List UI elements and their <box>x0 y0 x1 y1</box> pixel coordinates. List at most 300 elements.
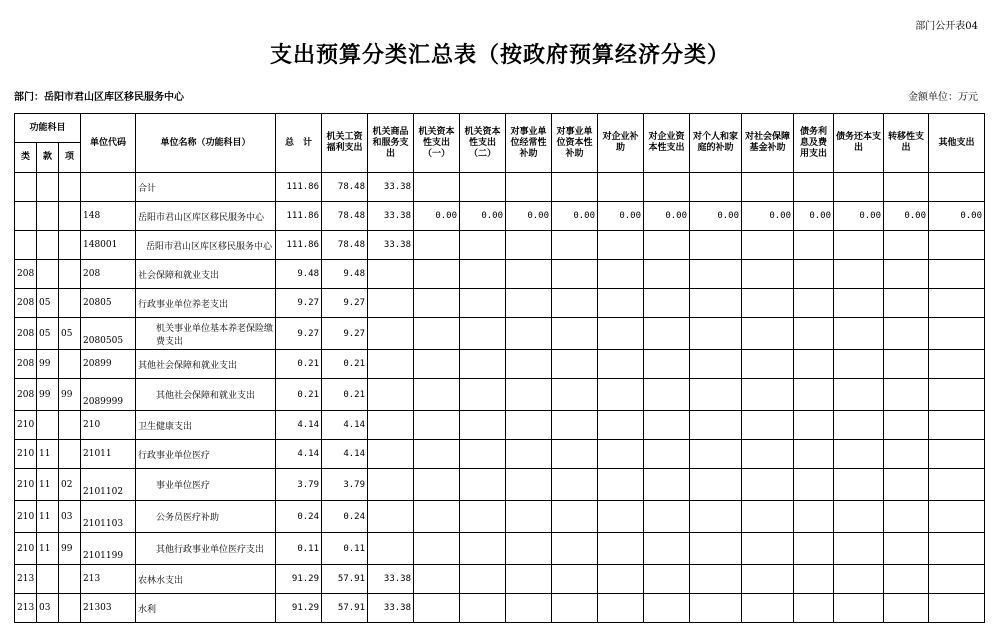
cell-amount <box>460 501 506 533</box>
amount-unit-label: 金额单位：万元 <box>908 92 978 103</box>
header-total: 总 计 <box>276 114 322 173</box>
header-econ: 对个人和家庭的补助 <box>690 114 742 173</box>
cell-amount <box>552 379 598 411</box>
cell-amount <box>834 594 884 623</box>
cell-amount <box>834 231 884 260</box>
cell-amount <box>690 411 742 440</box>
cell-amount <box>742 440 794 469</box>
cell-amount <box>794 173 834 202</box>
cell-amount <box>552 260 598 289</box>
cell-amount <box>598 411 644 440</box>
cell-amount <box>742 350 794 379</box>
cell-lei <box>15 231 37 260</box>
cell-amount: 4.14 <box>322 440 368 469</box>
cell-kuan <box>37 231 59 260</box>
cell-amount: 0.00 <box>690 202 742 231</box>
cell-amount <box>929 173 985 202</box>
cell-amount: 0.21 <box>322 350 368 379</box>
cell-total: 111.86 <box>276 231 322 260</box>
cell-amount <box>690 565 742 594</box>
report-number: 部门公开表04 <box>915 21 978 32</box>
cell-amount <box>368 318 414 350</box>
cell-xiang <box>59 173 81 202</box>
cell-amount <box>506 501 552 533</box>
cell-total: 4.14 <box>276 440 322 469</box>
cell-amount <box>552 565 598 594</box>
cell-amount <box>690 231 742 260</box>
cell-kuan: 99 <box>37 350 59 379</box>
cell-amount <box>644 379 690 411</box>
cell-amount <box>414 594 460 623</box>
cell-unit-name: 机关事业单位基本养老保险缴费支出 <box>136 318 276 350</box>
cell-amount <box>598 440 644 469</box>
cell-xiang <box>59 411 81 440</box>
cell-amount <box>644 173 690 202</box>
header-xiang: 项 <box>59 143 81 173</box>
cell-amount <box>794 289 834 318</box>
cell-total: 4.14 <box>276 411 322 440</box>
cell-amount <box>598 231 644 260</box>
cell-amount <box>414 533 460 565</box>
cell-amount <box>742 318 794 350</box>
cell-amount <box>929 379 985 411</box>
cell-amount <box>794 594 834 623</box>
cell-amount <box>834 318 884 350</box>
cell-amount <box>884 501 929 533</box>
cell-amount <box>929 318 985 350</box>
cell-kuan: 03 <box>37 594 59 623</box>
header-econ: 债务还本支出 <box>834 114 884 173</box>
cell-amount <box>414 318 460 350</box>
cell-amount <box>929 533 985 565</box>
cell-amount <box>644 318 690 350</box>
cell-amount <box>368 289 414 318</box>
cell-amount <box>552 289 598 318</box>
cell-amount <box>742 533 794 565</box>
cell-xiang <box>59 260 81 289</box>
cell-amount <box>552 469 598 501</box>
cell-unit-code: 2089999 <box>81 379 136 411</box>
cell-unit-code: 208 <box>81 260 136 289</box>
cell-unit-code: 21303 <box>81 594 136 623</box>
cell-amount <box>552 173 598 202</box>
table-body <box>15 173 985 623</box>
cell-unit-code <box>81 173 136 202</box>
cell-amount <box>414 469 460 501</box>
cell-kuan <box>37 202 59 231</box>
cell-amount <box>506 594 552 623</box>
cell-amount: 0.24 <box>322 501 368 533</box>
header-unit-name: 单位名称（功能科目） <box>136 114 276 173</box>
cell-amount <box>794 318 834 350</box>
cell-xiang: 99 <box>59 533 81 565</box>
cell-amount <box>460 379 506 411</box>
cell-amount <box>368 440 414 469</box>
expenditure-summary-table <box>14 113 985 623</box>
cell-unit-code: 210 <box>81 411 136 440</box>
cell-unit-name: 其他行政事业单位医疗支出 <box>136 533 276 565</box>
cell-amount: 0.00 <box>598 202 644 231</box>
cell-amount <box>552 231 598 260</box>
cell-amount <box>644 469 690 501</box>
cell-amount: 0.00 <box>644 202 690 231</box>
cell-amount: 0.00 <box>884 202 929 231</box>
table-row <box>15 533 985 565</box>
cell-amount <box>598 318 644 350</box>
cell-amount <box>598 501 644 533</box>
cell-amount <box>690 379 742 411</box>
cell-amount <box>368 379 414 411</box>
cell-kuan <box>37 565 59 594</box>
table-row <box>15 173 985 202</box>
cell-unit-name: 社会保障和就业支出 <box>136 260 276 289</box>
cell-amount <box>834 501 884 533</box>
cell-amount <box>644 260 690 289</box>
cell-amount <box>506 318 552 350</box>
cell-amount <box>368 350 414 379</box>
cell-amount <box>598 565 644 594</box>
cell-amount <box>506 231 552 260</box>
cell-amount <box>794 231 834 260</box>
cell-kuan: 11 <box>37 469 59 501</box>
cell-amount <box>598 350 644 379</box>
cell-lei: 210 <box>15 469 37 501</box>
cell-kuan: 99 <box>37 379 59 411</box>
table-row <box>15 350 985 379</box>
cell-amount <box>834 379 884 411</box>
cell-amount <box>506 411 552 440</box>
cell-amount <box>368 260 414 289</box>
cell-amount <box>884 533 929 565</box>
cell-amount: 3.79 <box>322 469 368 501</box>
cell-amount <box>929 501 985 533</box>
cell-amount <box>690 350 742 379</box>
header-econ: 债务利息及费用支出 <box>794 114 834 173</box>
cell-unit-code: 2101102 <box>81 469 136 501</box>
cell-amount <box>506 440 552 469</box>
cell-amount: 33.38 <box>368 173 414 202</box>
cell-amount <box>834 289 884 318</box>
cell-amount: 0.00 <box>834 202 884 231</box>
cell-amount <box>506 173 552 202</box>
cell-total: 0.11 <box>276 533 322 565</box>
cell-amount <box>929 289 985 318</box>
cell-amount <box>598 173 644 202</box>
cell-amount <box>690 173 742 202</box>
cell-amount <box>884 318 929 350</box>
cell-amount <box>690 260 742 289</box>
cell-xiang: 99 <box>59 379 81 411</box>
cell-xiang <box>59 231 81 260</box>
table-row <box>15 260 985 289</box>
cell-amount <box>598 260 644 289</box>
cell-lei: 213 <box>15 565 37 594</box>
cell-amount <box>884 594 929 623</box>
cell-amount <box>742 565 794 594</box>
cell-kuan <box>37 260 59 289</box>
cell-amount: 9.48 <box>322 260 368 289</box>
cell-total: 91.29 <box>276 565 322 594</box>
cell-amount <box>644 231 690 260</box>
cell-amount <box>644 289 690 318</box>
cell-amount <box>460 565 506 594</box>
cell-amount <box>414 379 460 411</box>
cell-amount <box>644 533 690 565</box>
cell-kuan <box>37 173 59 202</box>
cell-amount <box>552 594 598 623</box>
cell-amount <box>742 501 794 533</box>
cell-amount <box>414 565 460 594</box>
header-func-subject: 功能科目 <box>15 114 81 143</box>
table-row <box>15 440 985 469</box>
department-label: 部门：岳阳市君山区库区移民服务中心 <box>14 92 184 103</box>
cell-xiang <box>59 202 81 231</box>
cell-xiang <box>59 289 81 318</box>
cell-amount <box>884 260 929 289</box>
cell-amount <box>929 565 985 594</box>
cell-amount <box>794 501 834 533</box>
cell-amount <box>742 594 794 623</box>
cell-amount <box>794 260 834 289</box>
cell-amount: 9.27 <box>322 318 368 350</box>
cell-amount: 0.00 <box>460 202 506 231</box>
cell-amount <box>644 350 690 379</box>
cell-lei: 210 <box>15 501 37 533</box>
cell-amount: 57.91 <box>322 565 368 594</box>
cell-amount: 0.21 <box>322 379 368 411</box>
cell-amount <box>414 173 460 202</box>
cell-unit-code: 213 <box>81 565 136 594</box>
cell-amount <box>834 533 884 565</box>
cell-amount: 78.48 <box>322 202 368 231</box>
cell-amount <box>506 379 552 411</box>
table-row <box>15 231 985 260</box>
header-econ: 其他支出 <box>929 114 985 173</box>
cell-amount: 0.00 <box>742 202 794 231</box>
cell-amount <box>598 533 644 565</box>
cell-amount: 78.48 <box>322 231 368 260</box>
header-econ: 机关资本性支出（二） <box>460 114 506 173</box>
table-row <box>15 501 985 533</box>
cell-unit-code: 2080505 <box>81 318 136 350</box>
cell-amount <box>644 411 690 440</box>
cell-amount <box>929 231 985 260</box>
header-econ: 对企业资本性支出 <box>644 114 690 173</box>
cell-amount <box>598 289 644 318</box>
cell-amount: 4.14 <box>322 411 368 440</box>
cell-unit-name: 岳阳市君山区库区移民服务中心 <box>136 202 276 231</box>
cell-xiang <box>59 594 81 623</box>
table-row <box>15 202 985 231</box>
cell-amount <box>552 318 598 350</box>
cell-amount <box>742 260 794 289</box>
cell-amount: 33.38 <box>368 565 414 594</box>
cell-lei <box>15 202 37 231</box>
cell-amount <box>690 469 742 501</box>
cell-amount <box>414 501 460 533</box>
cell-amount <box>460 260 506 289</box>
cell-amount <box>742 469 794 501</box>
header-econ: 机关工资福利支出 <box>322 114 368 173</box>
table-row <box>15 289 985 318</box>
cell-unit-name: 公务员医疗补助 <box>136 501 276 533</box>
cell-amount <box>929 350 985 379</box>
cell-amount <box>460 231 506 260</box>
cell-lei: 208 <box>15 289 37 318</box>
cell-amount: 33.38 <box>368 202 414 231</box>
cell-amount <box>414 260 460 289</box>
cell-lei <box>15 173 37 202</box>
cell-amount <box>884 565 929 594</box>
header-econ: 对事业单位资本性补助 <box>552 114 598 173</box>
cell-amount <box>742 231 794 260</box>
cell-amount <box>794 469 834 501</box>
cell-total: 9.27 <box>276 318 322 350</box>
cell-amount: 0.11 <box>322 533 368 565</box>
cell-amount <box>929 440 985 469</box>
cell-amount <box>884 411 929 440</box>
cell-amount <box>834 565 884 594</box>
cell-amount: 33.38 <box>368 594 414 623</box>
header-unit-code: 单位代码 <box>81 114 136 173</box>
cell-amount <box>884 469 929 501</box>
cell-kuan: 05 <box>37 318 59 350</box>
cell-amount <box>368 533 414 565</box>
header-econ: 对企业补助 <box>598 114 644 173</box>
cell-total: 3.79 <box>276 469 322 501</box>
header-lei: 类 <box>15 143 37 173</box>
cell-amount <box>460 350 506 379</box>
cell-amount <box>794 411 834 440</box>
header-econ: 转移性支出 <box>884 114 929 173</box>
cell-amount <box>794 350 834 379</box>
cell-amount <box>506 469 552 501</box>
cell-amount <box>742 289 794 318</box>
cell-amount <box>414 350 460 379</box>
cell-unit-name: 卫生健康支出 <box>136 411 276 440</box>
cell-amount <box>834 350 884 379</box>
cell-amount <box>644 594 690 623</box>
cell-total: 0.21 <box>276 350 322 379</box>
table-row <box>15 565 985 594</box>
cell-amount <box>834 260 884 289</box>
cell-unit-code: 148 <box>81 202 136 231</box>
cell-amount <box>506 260 552 289</box>
cell-amount <box>368 501 414 533</box>
cell-xiang <box>59 350 81 379</box>
cell-amount <box>742 379 794 411</box>
cell-amount <box>742 173 794 202</box>
cell-amount <box>794 565 834 594</box>
cell-amount <box>690 533 742 565</box>
cell-lei: 208 <box>15 318 37 350</box>
cell-amount <box>598 594 644 623</box>
cell-amount <box>690 289 742 318</box>
cell-amount <box>460 533 506 565</box>
cell-amount <box>742 411 794 440</box>
cell-kuan <box>37 411 59 440</box>
table-row <box>15 318 985 350</box>
cell-unit-code: 148001 <box>81 231 136 260</box>
cell-total: 111.86 <box>276 173 322 202</box>
header-econ: 机关商品和服务支出 <box>368 114 414 173</box>
cell-amount <box>794 440 834 469</box>
cell-amount <box>460 173 506 202</box>
cell-amount <box>929 260 985 289</box>
cell-total: 9.27 <box>276 289 322 318</box>
cell-amount <box>794 533 834 565</box>
page-title: 支出预算分类汇总表（按政府预算经济分类） <box>269 42 730 68</box>
cell-amount <box>794 379 834 411</box>
cell-amount <box>884 350 929 379</box>
cell-amount <box>368 411 414 440</box>
cell-lei: 210 <box>15 440 37 469</box>
cell-amount <box>460 411 506 440</box>
cell-amount: 0.00 <box>552 202 598 231</box>
cell-lei: 210 <box>15 533 37 565</box>
cell-unit-name: 合计 <box>136 173 276 202</box>
cell-total: 91.29 <box>276 594 322 623</box>
cell-amount <box>506 350 552 379</box>
cell-kuan: 11 <box>37 533 59 565</box>
cell-amount <box>552 440 598 469</box>
cell-amount <box>834 411 884 440</box>
cell-unit-name: 岳阳市君山区库区移民服务中心 <box>136 231 276 260</box>
cell-amount: 0.00 <box>414 202 460 231</box>
cell-amount <box>460 594 506 623</box>
cell-unit-name: 水利 <box>136 594 276 623</box>
cell-amount <box>552 350 598 379</box>
cell-amount <box>690 318 742 350</box>
cell-amount <box>368 469 414 501</box>
header-kuan: 款 <box>37 143 59 173</box>
cell-amount <box>506 289 552 318</box>
cell-amount <box>690 440 742 469</box>
cell-amount <box>929 469 985 501</box>
cell-amount <box>506 533 552 565</box>
cell-amount <box>552 501 598 533</box>
cell-total: 0.21 <box>276 379 322 411</box>
cell-amount <box>552 533 598 565</box>
cell-kuan: 05 <box>37 289 59 318</box>
cell-unit-name: 事业单位医疗 <box>136 469 276 501</box>
cell-unit-name: 行政事业单位养老支出 <box>136 289 276 318</box>
cell-unit-name: 其他社会保障和就业支出 <box>136 379 276 411</box>
cell-amount <box>644 501 690 533</box>
table-row <box>15 469 985 501</box>
cell-unit-name: 其他社会保障和就业支出 <box>136 350 276 379</box>
cell-unit-code: 2101199 <box>81 533 136 565</box>
cell-amount <box>929 411 985 440</box>
cell-amount <box>644 565 690 594</box>
cell-amount <box>460 440 506 469</box>
cell-xiang <box>59 440 81 469</box>
cell-kuan: 11 <box>37 440 59 469</box>
cell-lei: 213 <box>15 594 37 623</box>
cell-amount <box>884 379 929 411</box>
cell-amount <box>690 501 742 533</box>
cell-amount <box>414 411 460 440</box>
header-econ: 机关资本性支出（一） <box>414 114 460 173</box>
cell-amount: 57.91 <box>322 594 368 623</box>
cell-xiang: 02 <box>59 469 81 501</box>
cell-total: 0.24 <box>276 501 322 533</box>
cell-amount <box>884 440 929 469</box>
cell-amount <box>506 565 552 594</box>
cell-amount: 0.00 <box>794 202 834 231</box>
cell-amount <box>884 289 929 318</box>
cell-amount <box>834 440 884 469</box>
